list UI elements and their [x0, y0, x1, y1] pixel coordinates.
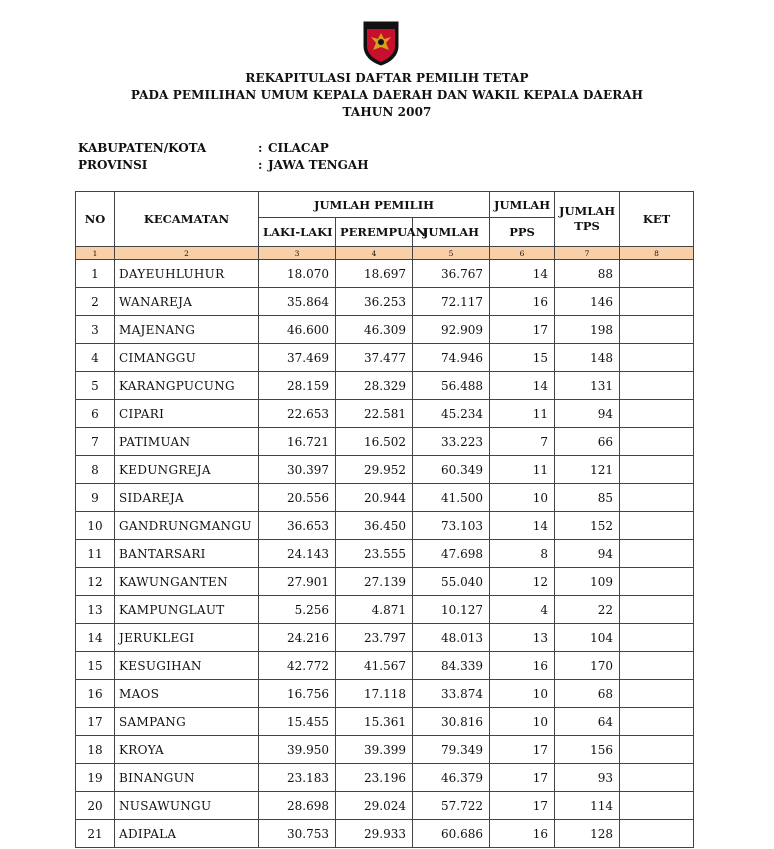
- row-perempuan: 28.329: [336, 372, 413, 400]
- row-pps: 10: [490, 708, 555, 736]
- row-no: 11: [76, 540, 115, 568]
- row-ket: [620, 792, 694, 820]
- index-cell: 1: [76, 247, 115, 260]
- row-perempuan: 23.555: [336, 540, 413, 568]
- row-no: 8: [76, 456, 115, 484]
- row-jumlah: 48.013: [413, 624, 490, 652]
- row-kecamatan: KARANGPUCUNG: [115, 372, 259, 400]
- kpu-logo: [360, 20, 402, 66]
- row-jumlah: 30.816: [413, 708, 490, 736]
- row-perempuan: 36.450: [336, 512, 413, 540]
- row-tps: 64: [555, 708, 620, 736]
- document-title-block: [0, 70, 774, 121]
- table-row: [76, 596, 694, 624]
- row-no: 2: [76, 288, 115, 316]
- row-jumlah: 36.767: [413, 260, 490, 288]
- row-kecamatan: KROYA: [115, 736, 259, 764]
- header-jumlah-pps-top: JUMLAH: [490, 192, 555, 218]
- provinsi-label: PROVINSI: [78, 158, 148, 172]
- row-laki-laki: 35.864: [259, 288, 336, 316]
- row-jumlah: 10.127: [413, 596, 490, 624]
- row-kecamatan: SAMPANG: [115, 708, 259, 736]
- row-perempuan: 23.196: [336, 764, 413, 792]
- row-pps: 14: [490, 260, 555, 288]
- row-pps: 17: [490, 316, 555, 344]
- row-perempuan: 29.024: [336, 792, 413, 820]
- row-kecamatan: CIPARI: [115, 400, 259, 428]
- table-row: [76, 568, 694, 596]
- row-laki-laki: 20.556: [259, 484, 336, 512]
- row-no: 19: [76, 764, 115, 792]
- row-laki-laki: 22.653: [259, 400, 336, 428]
- row-laki-laki: 36.653: [259, 512, 336, 540]
- row-pps: 12: [490, 568, 555, 596]
- row-kecamatan: NUSAWUNGU: [115, 792, 259, 820]
- table-row: [76, 400, 694, 428]
- row-tps: 156: [555, 736, 620, 764]
- row-tps: 121: [555, 456, 620, 484]
- row-pps: 11: [490, 400, 555, 428]
- header-jumlah-pemilih: JUMLAH PEMILIH: [259, 192, 490, 218]
- index-cell: 8: [620, 247, 694, 260]
- row-ket: [620, 512, 694, 540]
- row-laki-laki: 23.183: [259, 764, 336, 792]
- table-row: [76, 456, 694, 484]
- row-pps: 16: [490, 288, 555, 316]
- row-jumlah: 45.234: [413, 400, 490, 428]
- row-pps: 16: [490, 820, 555, 848]
- row-ket: [620, 428, 694, 456]
- row-perempuan: 41.567: [336, 652, 413, 680]
- row-no: 17: [76, 708, 115, 736]
- row-no: 10: [76, 512, 115, 540]
- table-row: [76, 260, 694, 288]
- row-laki-laki: 39.950: [259, 736, 336, 764]
- row-pps: 16: [490, 652, 555, 680]
- row-jumlah: 33.223: [413, 428, 490, 456]
- row-perempuan: 4.871: [336, 596, 413, 624]
- row-perempuan: 29.952: [336, 456, 413, 484]
- row-kecamatan: GANDRUNGMANGU: [115, 512, 259, 540]
- row-no: 9: [76, 484, 115, 512]
- header-pps: PPS: [490, 218, 555, 247]
- title-line-3: TAHUN 2007: [342, 105, 432, 119]
- table-row: [76, 316, 694, 344]
- row-laki-laki: 28.159: [259, 372, 336, 400]
- row-tps: 170: [555, 652, 620, 680]
- row-pps: 8: [490, 540, 555, 568]
- row-no: 5: [76, 372, 115, 400]
- row-ket: [620, 624, 694, 652]
- row-no: 6: [76, 400, 115, 428]
- row-pps: 17: [490, 764, 555, 792]
- row-pps: 10: [490, 680, 555, 708]
- row-perempuan: 27.139: [336, 568, 413, 596]
- header-laki-laki: LAKI-LAKI: [259, 218, 336, 247]
- row-tps: 131: [555, 372, 620, 400]
- row-ket: [620, 316, 694, 344]
- row-laki-laki: 16.756: [259, 680, 336, 708]
- row-ket: [620, 568, 694, 596]
- table-row: [76, 820, 694, 848]
- table-row: [76, 764, 694, 792]
- row-perempuan: 23.797: [336, 624, 413, 652]
- table-row: [76, 344, 694, 372]
- row-kecamatan: ADIPALA: [115, 820, 259, 848]
- row-ket: [620, 820, 694, 848]
- row-jumlah: 72.117: [413, 288, 490, 316]
- index-cell: 7: [555, 247, 620, 260]
- row-laki-laki: 46.600: [259, 316, 336, 344]
- table-row: [76, 652, 694, 680]
- index-cell: 5: [413, 247, 490, 260]
- row-laki-laki: 15.455: [259, 708, 336, 736]
- row-jumlah: 55.040: [413, 568, 490, 596]
- row-perempuan: 36.253: [336, 288, 413, 316]
- kabupaten-row: [78, 141, 329, 155]
- row-tps: 109: [555, 568, 620, 596]
- header-jumlah-tps: JUMLAH TPS: [555, 192, 620, 247]
- row-tps: 94: [555, 400, 620, 428]
- row-jumlah: 57.722: [413, 792, 490, 820]
- row-no: 7: [76, 428, 115, 456]
- row-tps: 152: [555, 512, 620, 540]
- row-tps: 66: [555, 428, 620, 456]
- header-row-1: [76, 192, 694, 218]
- row-no: 14: [76, 624, 115, 652]
- row-ket: [620, 456, 694, 484]
- header-kecamatan: KECAMATAN: [115, 192, 259, 247]
- row-ket: [620, 596, 694, 624]
- row-ket: [620, 736, 694, 764]
- row-jumlah: 41.500: [413, 484, 490, 512]
- row-perempuan: 16.502: [336, 428, 413, 456]
- row-kecamatan: CIMANGGU: [115, 344, 259, 372]
- row-kecamatan: JERUKLEGI: [115, 624, 259, 652]
- voter-recap-table: [75, 191, 694, 848]
- row-ket: [620, 652, 694, 680]
- row-perempuan: 22.581: [336, 400, 413, 428]
- row-kecamatan: SIDAREJA: [115, 484, 259, 512]
- row-jumlah: 56.488: [413, 372, 490, 400]
- row-laki-laki: 16.721: [259, 428, 336, 456]
- row-kecamatan: WANAREJA: [115, 288, 259, 316]
- row-tps: 104: [555, 624, 620, 652]
- row-tps: 148: [555, 344, 620, 372]
- row-kecamatan: BANTARSARI: [115, 540, 259, 568]
- row-pps: 13: [490, 624, 555, 652]
- index-cell: 3: [259, 247, 336, 260]
- row-ket: [620, 484, 694, 512]
- header-perempuan: PEREMPUAN: [336, 218, 413, 247]
- row-tps: 88: [555, 260, 620, 288]
- row-ket: [620, 540, 694, 568]
- table-row: [76, 540, 694, 568]
- title-line-1: REKAPITULASI DAFTAR PEMILIH TETAP: [245, 71, 529, 85]
- row-kecamatan: MAOS: [115, 680, 259, 708]
- row-perempuan: 15.361: [336, 708, 413, 736]
- row-kecamatan: KEDUNGREJA: [115, 456, 259, 484]
- row-laki-laki: 27.901: [259, 568, 336, 596]
- row-kecamatan: PATIMUAN: [115, 428, 259, 456]
- row-no: 12: [76, 568, 115, 596]
- row-jumlah: 46.379: [413, 764, 490, 792]
- row-no: 16: [76, 680, 115, 708]
- row-no: 13: [76, 596, 115, 624]
- row-perempuan: 20.944: [336, 484, 413, 512]
- row-jumlah: 33.874: [413, 680, 490, 708]
- table-row: [76, 428, 694, 456]
- row-laki-laki: 30.753: [259, 820, 336, 848]
- title-line-2: PADA PEMILIHAN UMUM KEPALA DAERAH DAN WAKIL KEPALA DAERAH: [130, 88, 644, 102]
- header-ket: KET: [620, 192, 694, 247]
- row-jumlah: 92.909: [413, 316, 490, 344]
- row-tps: 93: [555, 764, 620, 792]
- row-pps: 11: [490, 456, 555, 484]
- row-pps: 7: [490, 428, 555, 456]
- row-kecamatan: KESUGIHAN: [115, 652, 259, 680]
- row-perempuan: 37.477: [336, 344, 413, 372]
- table-row: [76, 680, 694, 708]
- row-jumlah: 47.698: [413, 540, 490, 568]
- row-tps: 198: [555, 316, 620, 344]
- header-no: NO: [76, 192, 115, 247]
- row-tps: 68: [555, 680, 620, 708]
- row-laki-laki: 30.397: [259, 456, 336, 484]
- provinsi-colon: :: [258, 158, 263, 172]
- kabupaten-value: CILACAP: [268, 141, 329, 155]
- row-ket: [620, 764, 694, 792]
- row-perempuan: 39.399: [336, 736, 413, 764]
- row-tps: 85: [555, 484, 620, 512]
- row-laki-laki: 42.772: [259, 652, 336, 680]
- header-jumlah: JUMLAH: [413, 218, 490, 247]
- provinsi-row: [78, 158, 369, 172]
- row-laki-laki: 5.256: [259, 596, 336, 624]
- row-kecamatan: KAMPUNGLAUT: [115, 596, 259, 624]
- table-row: [76, 484, 694, 512]
- row-no: 4: [76, 344, 115, 372]
- row-perempuan: 17.118: [336, 680, 413, 708]
- row-laki-laki: 28.698: [259, 792, 336, 820]
- table-row: [76, 736, 694, 764]
- row-ket: [620, 288, 694, 316]
- row-no: 21: [76, 820, 115, 848]
- row-no: 15: [76, 652, 115, 680]
- row-ket: [620, 680, 694, 708]
- row-jumlah: 60.349: [413, 456, 490, 484]
- row-pps: 10: [490, 484, 555, 512]
- row-pps: 17: [490, 792, 555, 820]
- row-tps: 114: [555, 792, 620, 820]
- row-tps: 128: [555, 820, 620, 848]
- row-ket: [620, 260, 694, 288]
- row-jumlah: 74.946: [413, 344, 490, 372]
- table-row: [76, 708, 694, 736]
- row-perempuan: 46.309: [336, 316, 413, 344]
- row-jumlah: 84.339: [413, 652, 490, 680]
- index-cell: 2: [115, 247, 259, 260]
- row-laki-laki: 18.070: [259, 260, 336, 288]
- row-perempuan: 29.933: [336, 820, 413, 848]
- table-row: [76, 624, 694, 652]
- index-cell: 6: [490, 247, 555, 260]
- row-laki-laki: 24.216: [259, 624, 336, 652]
- row-pps: 14: [490, 512, 555, 540]
- row-perempuan: 18.697: [336, 260, 413, 288]
- row-laki-laki: 24.143: [259, 540, 336, 568]
- kabupaten-label: KABUPATEN/KOTA: [78, 141, 207, 155]
- row-pps: 15: [490, 344, 555, 372]
- row-kecamatan: DAYEUHLUHUR: [115, 260, 259, 288]
- table-row: [76, 288, 694, 316]
- row-no: 3: [76, 316, 115, 344]
- row-tps: 94: [555, 540, 620, 568]
- index-cell: 4: [336, 247, 413, 260]
- row-no: 18: [76, 736, 115, 764]
- row-jumlah: 73.103: [413, 512, 490, 540]
- table-row: [76, 372, 694, 400]
- row-pps: 4: [490, 596, 555, 624]
- row-kecamatan: BINANGUN: [115, 764, 259, 792]
- row-kecamatan: MAJENANG: [115, 316, 259, 344]
- row-pps: 14: [490, 372, 555, 400]
- row-jumlah: 60.686: [413, 820, 490, 848]
- provinsi-value: JAWA TENGAH: [268, 158, 369, 172]
- row-laki-laki: 37.469: [259, 344, 336, 372]
- row-ket: [620, 372, 694, 400]
- row-no: 1: [76, 260, 115, 288]
- column-index-row: [76, 247, 694, 260]
- table-row: [76, 792, 694, 820]
- row-ket: [620, 400, 694, 428]
- table-row: [76, 512, 694, 540]
- row-ket: [620, 708, 694, 736]
- row-kecamatan: KAWUNGANTEN: [115, 568, 259, 596]
- row-jumlah: 79.349: [413, 736, 490, 764]
- row-tps: 146: [555, 288, 620, 316]
- row-pps: 17: [490, 736, 555, 764]
- row-ket: [620, 344, 694, 372]
- row-no: 20: [76, 792, 115, 820]
- kabupaten-colon: :: [258, 141, 263, 155]
- row-tps: 22: [555, 596, 620, 624]
